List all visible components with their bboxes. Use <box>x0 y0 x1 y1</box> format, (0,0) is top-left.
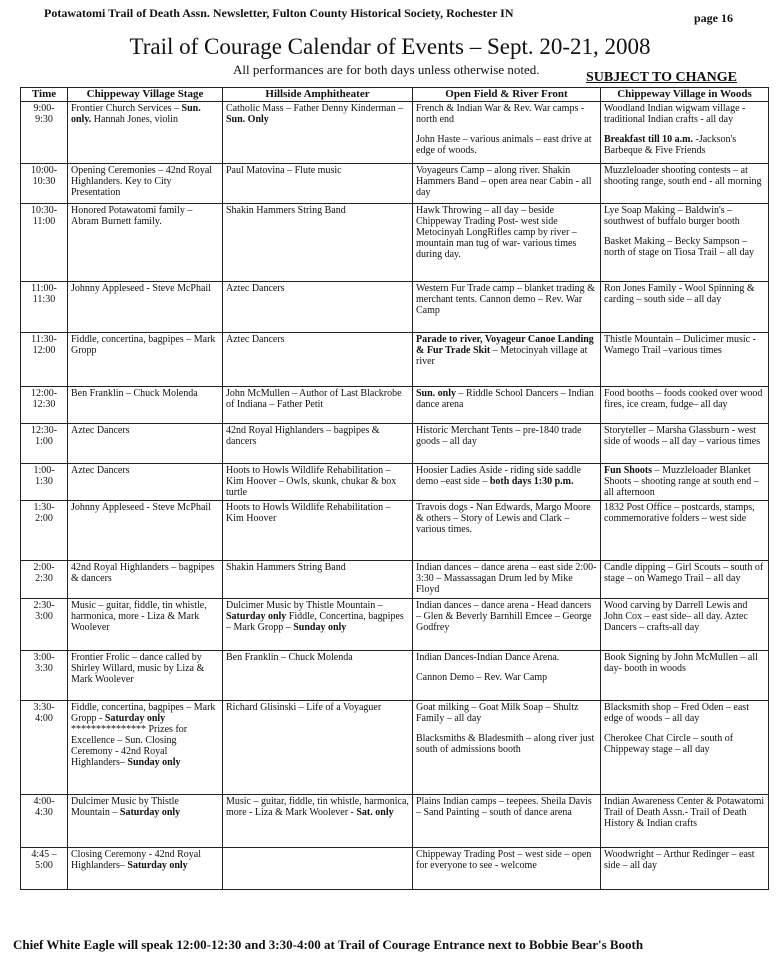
cell-open-field-river-front <box>413 164 601 204</box>
column-header-time: Time <box>21 88 68 102</box>
cell-chippeway-village-stage <box>68 282 223 333</box>
event-entry <box>604 283 765 305</box>
time-line: 3:00 <box>35 611 53 622</box>
time-line: 2:30- <box>33 600 55 611</box>
cell-chippeway-village-stage <box>68 701 223 795</box>
cell-chippeway-village-woods <box>601 464 769 501</box>
time-line: 4:30 <box>35 807 53 818</box>
cell-chippeway-village-woods <box>601 164 769 204</box>
event-text: Shakin Hammers String Band <box>226 562 346 573</box>
cell-chippeway-village-stage <box>68 424 223 464</box>
cell-chippeway-village-woods <box>601 848 769 890</box>
time-line: 3:30- <box>33 702 55 713</box>
cell-hillside-amphitheater <box>223 599 413 651</box>
table-row <box>21 464 769 501</box>
cell-chippeway-village-stage <box>68 164 223 204</box>
event-entry <box>416 334 597 367</box>
event-text-bold: both days 1:30 p.m. <box>489 476 574 487</box>
table-row <box>21 501 769 561</box>
event-text-bold: Saturday only <box>127 860 188 871</box>
cell-open-field-river-front <box>413 561 601 599</box>
table-header-row <box>21 88 769 102</box>
cell-hillside-amphitheater <box>223 561 413 599</box>
event-entry <box>71 283 219 294</box>
event-text: Hoots to Howls Wildlife Rehabilitation – Kim Hoover <box>226 502 391 524</box>
time-cell <box>21 848 68 890</box>
event-entry <box>604 134 765 156</box>
event-text: Fiddle, concertina, bagpipes – Mark Gropp - <box>71 702 216 724</box>
event-text: Catholic Mass – Father Denny Kinderman – <box>226 103 404 114</box>
cell-hillside-amphitheater <box>223 464 413 501</box>
footer-note: Chief White Eagle will speak 12:00-12:30 and 3:30-4:00 at Trail of Courage Entrance next to Bobbie Bear's Booth <box>13 937 644 952</box>
event-entry <box>71 796 219 818</box>
event-entry <box>71 334 219 356</box>
event-entry <box>226 465 409 498</box>
event-text: 42nd Royal Highlanders – bagpipes & dancers <box>226 425 380 447</box>
event-text-bold: Sun. Only <box>226 114 269 125</box>
event-entry <box>604 702 765 724</box>
event-text: Food booths – foods cooked over wood fires, ice cream, fudge– all day <box>604 388 763 410</box>
cell-open-field-river-front <box>413 333 601 387</box>
event-text: Indian Awareness Center & Potawatomi Trail of Death Assn.- Trail of Death History & Indian crafts <box>604 796 765 829</box>
time-line: 4:00 <box>35 713 53 724</box>
cell-chippeway-village-woods <box>601 424 769 464</box>
time-cell <box>21 701 68 795</box>
cell-chippeway-village-woods <box>601 599 769 651</box>
event-text: Muzzleloader shooting contests – at shooting range, south end - all morning <box>604 165 762 187</box>
table-row <box>21 424 769 464</box>
cell-chippeway-village-stage <box>68 204 223 282</box>
table-row <box>21 282 769 333</box>
column-header-open-field-river-front: Open Field & River Front <box>413 88 601 102</box>
event-text: Ben Franklin – Chuck Molenda <box>71 388 198 399</box>
cell-open-field-river-front <box>413 282 601 333</box>
event-entry <box>416 205 597 260</box>
event-entry <box>604 236 765 258</box>
time-line: 5:00 <box>35 860 53 871</box>
event-text: Storyteller – Marsha Glassburn - west side of woods – all day – various times <box>604 425 761 447</box>
cell-chippeway-village-woods <box>601 282 769 333</box>
table-row <box>21 848 769 890</box>
page-title: Trail of Courage Calendar of Events – Sept. 20-21, 2008 <box>129 34 651 59</box>
event-entry <box>604 600 765 633</box>
time-line: 2:00 <box>35 513 53 524</box>
time-cell <box>21 387 68 424</box>
time-line: 4:00- <box>33 796 55 807</box>
event-text: Woodland Indian wigwam village - traditional Indian crafts - all day <box>604 103 746 125</box>
event-text: Plains Indian camps – teepees. Sheila Davis – Sand Painting – south of dance arena <box>416 796 592 818</box>
event-text: Book Signing by John McMullen – all day- booth in woods <box>604 652 758 674</box>
event-text: John McMullen – Author of Last Blackrobe of Indiana – Father Petit <box>226 388 402 410</box>
column-header-chippeway-village-stage: Chippeway Village Stage <box>68 88 223 102</box>
cell-chippeway-village-woods <box>601 701 769 795</box>
cell-open-field-river-front <box>413 464 601 501</box>
cell-chippeway-village-stage <box>68 387 223 424</box>
cell-open-field-river-front <box>413 102 601 164</box>
cell-chippeway-village-woods <box>601 102 769 164</box>
event-text: 1832 Post Office – postcards, stamps, commemorative folders – west side <box>604 502 755 524</box>
event-text: Dulcimer Music by Thistle Mountain – <box>71 796 179 818</box>
event-entry <box>226 600 409 633</box>
event-entry <box>416 502 597 535</box>
event-text: Basket Making – Becky Sampson – north of stage on Tiosa Trail – all day <box>604 236 755 258</box>
event-text: Cannon Demo – Rev. War Camp <box>416 672 548 683</box>
event-entry <box>71 165 219 198</box>
event-entry <box>71 502 219 513</box>
event-text-bold: Parade to river, Voyageur Canoe Landing & Fur Trade Skit <box>416 334 594 356</box>
event-entry <box>226 283 409 294</box>
event-entry <box>416 672 597 683</box>
page-number: page 16 <box>694 11 733 25</box>
event-entry <box>71 702 219 768</box>
time-line: 12:30 <box>32 399 56 410</box>
time-line: 11:30- <box>31 334 57 345</box>
event-text-bold: Sun. only <box>416 388 457 399</box>
event-entry <box>416 733 597 755</box>
event-entry <box>226 502 409 524</box>
time-line: 3:00- <box>33 652 55 663</box>
event-entry <box>226 103 409 125</box>
event-text: Cherokee Chat Circle – south of Chippeway stage – all day <box>604 733 734 755</box>
cell-chippeway-village-woods <box>601 333 769 387</box>
event-entry <box>416 600 597 633</box>
event-text-bold: Saturday only <box>226 611 287 622</box>
cell-chippeway-village-stage <box>68 102 223 164</box>
event-entry <box>226 334 409 345</box>
cell-hillside-amphitheater <box>223 795 413 848</box>
event-text: Hoosier Ladies Aside - riding side saddle demo –east side – <box>416 465 581 487</box>
event-text-bold: Saturday only <box>119 807 181 818</box>
event-text: Aztec Dancers <box>71 425 130 436</box>
cell-chippeway-village-woods <box>601 561 769 599</box>
table-row <box>21 599 769 651</box>
event-text: – Riddle School Dancers – Indian dance arena <box>416 388 594 410</box>
event-text: Travois dogs - Nan Edwards, Margo Moore & others – Story of Lewis and Clark – various times. <box>416 502 591 535</box>
cell-open-field-river-front <box>413 204 601 282</box>
event-text: Frontier Frolic – dance called by Shirley Willard, music by Liza & Mark Woolever <box>71 652 205 685</box>
event-text: Aztec Dancers <box>226 334 285 345</box>
cell-hillside-amphitheater <box>223 701 413 795</box>
event-entry <box>416 103 597 125</box>
time-cell <box>21 102 68 164</box>
column-header-chippeway-village-woods: Chippeway Village in Woods <box>601 88 769 102</box>
event-text: -Jackson's Barbeque & Five Friends <box>604 134 737 156</box>
event-text: John Haste – various animals – east drive at edge of woods. <box>416 134 592 156</box>
cell-open-field-river-front <box>413 501 601 561</box>
event-text: Johnny Appleseed - Steve McPhail <box>71 283 211 294</box>
event-text: Indian dances – dance arena - Head dancers – Glen & Beverly Barnhill Emcee – George Godfrey <box>416 600 592 633</box>
event-text: Hawk Throwing – all day – beside Chippeway Trading Post- west side Metocinyah LongRifles camp by river – mountain man tug of war- various times during day. <box>416 205 577 260</box>
time-cell <box>21 651 68 701</box>
event-entry <box>71 425 219 436</box>
event-text: Hoots to Howls Wildlife Rehabilitation – Kim Hoover – Owls, skunk, chukar & box turtle <box>226 465 397 498</box>
event-entry <box>71 652 219 685</box>
event-entry <box>416 425 597 447</box>
events-calendar-table <box>20 87 769 890</box>
table-row <box>21 102 769 164</box>
event-entry <box>226 562 409 573</box>
event-entry <box>416 388 597 410</box>
event-text: Ben Franklin – Chuck Molenda <box>226 652 353 663</box>
event-entry <box>416 796 597 818</box>
event-entry <box>226 425 409 447</box>
event-entry <box>604 165 765 187</box>
cell-open-field-river-front <box>413 795 601 848</box>
cell-chippeway-village-woods <box>601 651 769 701</box>
event-text: Honored Potawatomi family – Abram Burnett family. <box>71 205 193 227</box>
event-text-bold: Sunday only <box>127 757 181 768</box>
event-entry <box>226 702 409 713</box>
event-text-bold: Sat. only <box>356 807 394 818</box>
time-line: 11:30 <box>32 294 56 305</box>
event-text: Ron Jones Family - Wool Spinning & carding – south side – all day <box>604 283 755 305</box>
event-entry <box>416 562 597 595</box>
cell-chippeway-village-woods <box>601 387 769 424</box>
event-entry <box>71 465 219 476</box>
time-line: 10:30- <box>30 205 58 216</box>
time-cell <box>21 501 68 561</box>
subject-to-change-notice: SUBJECT TO CHANGE <box>586 70 737 85</box>
event-text: Aztec Dancers <box>71 465 130 476</box>
time-line: 9:30 <box>35 114 53 125</box>
cell-chippeway-village-stage <box>68 464 223 501</box>
cell-open-field-river-front <box>413 387 601 424</box>
cell-chippeway-village-stage <box>68 501 223 561</box>
event-entry <box>416 702 597 724</box>
time-line: 1:30 <box>35 476 53 487</box>
event-text: Shakin Hammers String Band <box>226 205 346 216</box>
event-text: Frontier Church Services – <box>71 103 182 114</box>
event-text: Opening Ceremonies – 42nd Royal Highlanders. Key to City Presentation <box>71 165 213 198</box>
time-line: 1:00 <box>35 436 53 447</box>
cell-hillside-amphitheater <box>223 387 413 424</box>
event-text: Chippeway Trading Post – west side – open for everyone to see - welcome <box>416 849 592 871</box>
event-text: Blacksmiths & Bladesmith – along river just south of admissions booth <box>416 733 595 755</box>
cell-chippeway-village-stage <box>68 848 223 890</box>
event-text: Indian Dances-Indian Dance Arena. <box>416 652 560 663</box>
event-entry <box>604 849 765 871</box>
event-text: Richard Glisinski – Life of a Voyaguer <box>226 702 382 713</box>
time-line: 11:00 <box>32 216 56 227</box>
event-entry <box>604 465 765 498</box>
cell-hillside-amphitheater <box>223 333 413 387</box>
event-entry <box>226 796 409 818</box>
event-text: – Muzzleloader Blanket Shoots – shooting range at south end – all afternoon <box>604 465 759 498</box>
event-entry <box>416 283 597 316</box>
event-text-bold: Sun. only. <box>71 103 201 125</box>
cell-chippeway-village-woods <box>601 204 769 282</box>
event-entry <box>604 796 765 829</box>
time-line: 1:30- <box>33 502 55 513</box>
time-cell <box>21 164 68 204</box>
event-entry <box>71 849 219 871</box>
event-text: Aztec Dancers <box>226 283 285 294</box>
event-text: Indian dances – dance arena – east side 2:00- 3:30 – Massassagan Drum led by Mike Floyd <box>416 562 597 595</box>
event-text: Wood carving by Darrell Lewis and John Cox – east side– all day. Aztec Dancers – crafts-all day <box>604 600 748 633</box>
cell-open-field-river-front <box>413 848 601 890</box>
event-text: Western Fur Trade camp – blanket trading & merchant tents. Cannon demo – Rev. War Camp <box>416 283 595 316</box>
time-line: 11:00- <box>31 283 57 294</box>
time-cell <box>21 282 68 333</box>
time-cell <box>21 204 68 282</box>
time-line: 1:00- <box>33 465 55 476</box>
event-entry <box>71 205 219 227</box>
event-entry <box>71 388 219 399</box>
time-cell <box>21 599 68 651</box>
event-entry <box>416 652 597 663</box>
time-line: 12:30- <box>30 425 58 436</box>
event-entry <box>226 652 409 663</box>
cell-open-field-river-front <box>413 599 601 651</box>
cell-chippeway-village-woods <box>601 795 769 848</box>
column-header-hillside-amphitheater: Hillside Amphitheater <box>223 88 413 102</box>
newsletter-header: Potawatomi Trail of Death Assn. Newsletter, Fulton County Historical Society, Rochester IN <box>44 6 514 20</box>
cell-open-field-river-front <box>413 424 601 464</box>
cell-hillside-amphitheater <box>223 424 413 464</box>
time-line: 10:30 <box>32 176 56 187</box>
event-entry <box>604 205 765 227</box>
event-text: Voyageurs Camp – along river. Shakin Hammers Band – open area near Cabin - all day <box>416 165 592 198</box>
event-entry <box>604 334 765 356</box>
event-text: Paul Matovina – Flute music <box>226 165 342 176</box>
cell-hillside-amphitheater <box>223 102 413 164</box>
cell-hillside-amphitheater <box>223 651 413 701</box>
time-line: 12:00 <box>32 345 56 356</box>
table-row <box>21 204 769 282</box>
event-entry <box>71 600 219 633</box>
time-line: 10:00- <box>30 165 58 176</box>
cell-chippeway-village-stage <box>68 561 223 599</box>
event-text: – Metocinyah village at river <box>416 345 588 367</box>
event-text: Historic Merchant Tents – pre-1840 trade goods – all day <box>416 425 582 447</box>
cell-hillside-amphitheater <box>223 164 413 204</box>
cell-hillside-amphitheater <box>223 501 413 561</box>
table-row <box>21 561 769 599</box>
event-text: Thistle Mountain – Dulicimer music - Wamego Trail –various times <box>604 334 756 356</box>
time-cell <box>21 561 68 599</box>
event-entry <box>604 103 765 125</box>
event-entry <box>604 425 765 447</box>
event-entry <box>604 388 765 410</box>
event-entry <box>604 733 765 755</box>
event-text-bold: Breakfast till 10 a.m. <box>604 134 693 145</box>
event-text: Fiddle, Concertina, bagpipes – Mark Gropp – <box>226 611 404 633</box>
event-entry <box>604 562 765 584</box>
event-entry <box>226 205 409 216</box>
cell-chippeway-village-stage <box>68 599 223 651</box>
cell-open-field-river-front <box>413 701 601 795</box>
cell-chippeway-village-stage <box>68 795 223 848</box>
event-entry <box>416 134 597 156</box>
event-text: Hannah Jones, violin <box>91 114 178 125</box>
event-text: Lye Soap Making – Baldwin's – southwest of buffalo burger booth <box>604 205 740 227</box>
event-entry <box>71 562 219 584</box>
table-row <box>21 795 769 848</box>
event-text-bold: Saturday only <box>104 713 166 724</box>
time-line: 2:00- <box>33 562 55 573</box>
event-entry <box>226 165 409 176</box>
time-cell <box>21 424 68 464</box>
event-text: Blacksmith shop – Fred Oden – east edge of woods – all day <box>604 702 749 724</box>
event-text-bold: Fun Shoots <box>604 465 653 476</box>
cell-chippeway-village-stage <box>68 651 223 701</box>
cell-hillside-amphitheater <box>223 282 413 333</box>
event-entry <box>71 103 219 125</box>
event-text: Dulcimer Music by Thistle Mountain – <box>226 600 383 611</box>
cell-chippeway-village-stage <box>68 333 223 387</box>
event-text-bold: Sunday only <box>293 622 347 633</box>
event-text: *************** Prizes for Excellence – Sun. Closing Ceremony - 42nd Royal Highlanders– <box>71 724 188 768</box>
table-row <box>21 333 769 387</box>
event-text: Woodwright – Arthur Redinger – east side – all day <box>604 849 755 871</box>
event-text: Music – guitar, fiddle, tin whistle, harmonica, more - Liza & Mark Woolever <box>71 600 207 633</box>
page-subtitle: All performances are for both days unless otherwise noted. <box>233 62 540 77</box>
event-text: Goat milking – Goat Milk Soap – Shultz Family – all day <box>416 702 579 724</box>
time-line: 3:30 <box>35 663 53 674</box>
event-text: Music – guitar, fiddle, tin whistle, harmonica, more - Liza & Mark Woolever - <box>226 796 409 818</box>
time-line: 4:45 – <box>31 849 57 860</box>
table-body <box>21 102 769 890</box>
table-row <box>21 387 769 424</box>
cell-hillside-amphitheater <box>223 848 413 890</box>
event-entry <box>226 388 409 410</box>
event-entry <box>416 849 597 871</box>
event-text: 42nd Royal Highlanders – bagpipes & dancers <box>71 562 215 584</box>
event-text: Candle dipping – Girl Scouts – south of stage – on Wamego Trail – all day <box>604 562 764 584</box>
cell-hillside-amphitheater <box>223 204 413 282</box>
table-row <box>21 701 769 795</box>
event-text: Johnny Appleseed - Steve McPhail <box>71 502 211 513</box>
time-line: 12:00- <box>30 388 58 399</box>
event-text: Fiddle, concertina, bagpipes – Mark Gropp <box>71 334 216 356</box>
time-cell <box>21 333 68 387</box>
cell-chippeway-village-woods <box>601 501 769 561</box>
table-row <box>21 651 769 701</box>
event-entry <box>416 165 597 198</box>
event-text: French & Indian War & Rev. War camps - north end <box>416 103 585 125</box>
table-row <box>21 164 769 204</box>
cell-open-field-river-front <box>413 651 601 701</box>
time-cell <box>21 795 68 848</box>
event-entry <box>604 652 765 674</box>
event-text: Closing Ceremony - 42nd Royal Highlanders– <box>71 849 201 871</box>
event-entry <box>416 465 597 487</box>
time-cell <box>21 464 68 501</box>
time-line: 2:30 <box>35 573 53 584</box>
time-line: 9:00- <box>33 103 55 114</box>
event-entry <box>604 502 765 524</box>
